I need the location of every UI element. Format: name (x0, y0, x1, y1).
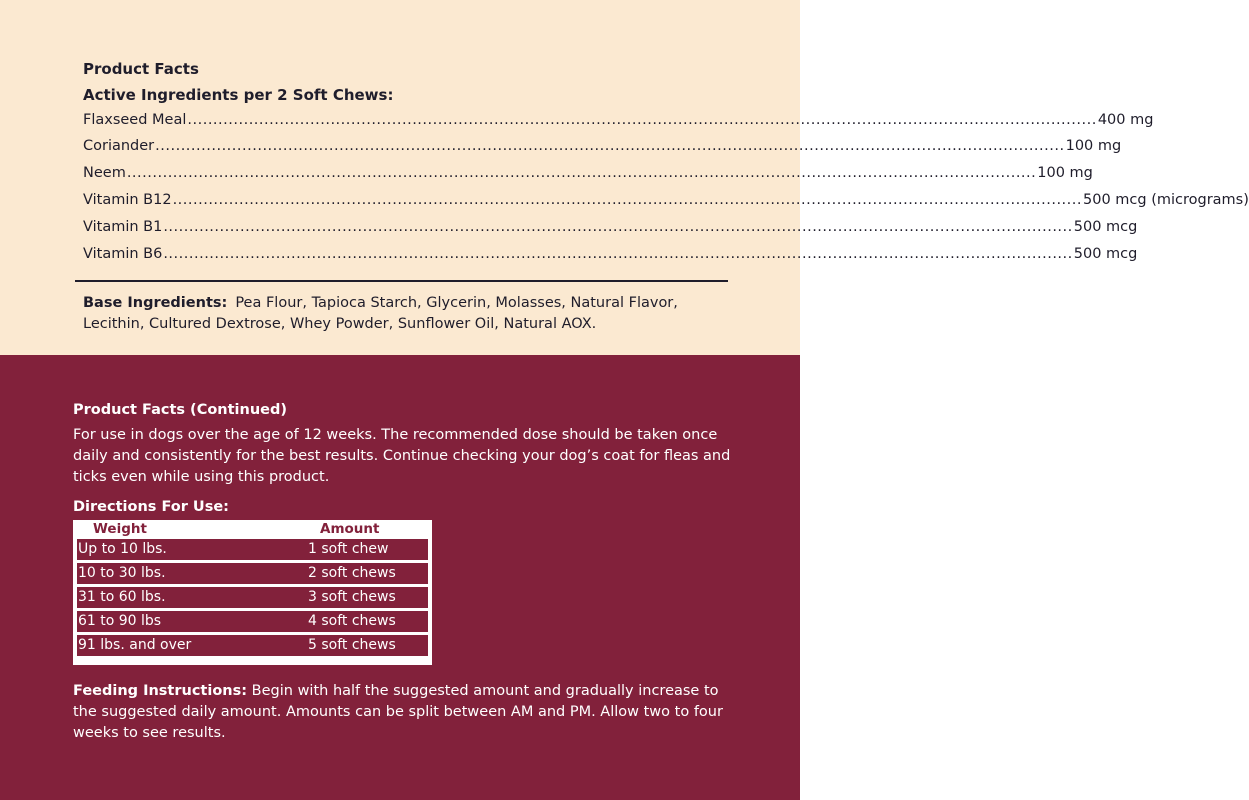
ingredient-name: Vitamin B6 (83, 246, 163, 262)
base-ingredients-text: Pea Flour, Tapioca Starch, Glycerin, Molasses, Natural Flavor, Lecithin, Cultured Dextrose, Whey Powder, Sunflower Oil, Natural AOX. (83, 295, 678, 332)
ingredient-amount: 400 mg (1097, 112, 1154, 128)
amount-cell: 3 soft chews (308, 589, 396, 605)
ingredient-row (83, 112, 1154, 134)
feeding-text: Begin with half the suggested amount and gradually increase to the suggested daily amount. Amounts can be split between AM and PM. Allow two to four weeks to see results. (73, 683, 723, 741)
ingredient-name: Flaxseed Meal (83, 112, 187, 128)
product-facts-section (0, 0, 1249, 355)
directions-table (73, 520, 432, 665)
divider-rule (75, 280, 728, 282)
weight-header: Weight (93, 521, 147, 537)
leader-dots: .................................................................................................................................................................................. (172, 192, 1082, 208)
product-facts-title: Product Facts (83, 60, 199, 78)
product-facts-continued-section (0, 355, 800, 800)
usage-paragraph: For use in dogs over the age of 12 weeks. The recommended dose should be taken once daily and consistently for the best results. Continue checking your dog’s coat for fleas and ticks even while using this product. (73, 427, 731, 485)
weight-cell: 91 lbs. and over (78, 637, 192, 653)
ingredient-amount: 100 mg (1037, 165, 1093, 181)
ingredient-name: Coriander (83, 138, 155, 154)
ingredient-name: Vitamin B12 (83, 192, 172, 208)
leader-dots: .................................................................................................................................................................................. (163, 246, 1073, 262)
table-row (77, 563, 428, 584)
amount-cell: 4 soft chews (308, 613, 396, 629)
amount-cell: 2 soft chews (308, 565, 396, 581)
leader-dots: .................................................................................................................................................................................. (155, 138, 1065, 154)
leader-dots: .................................................................................................................................................................................. (187, 112, 1097, 128)
leader-dots: .................................................................................................................................................................................. (163, 219, 1073, 235)
amount-cell: 5 soft chews (308, 637, 396, 653)
table-row (77, 635, 428, 656)
table-row (77, 587, 428, 608)
active-ingredients-heading: Active Ingredients per 2 Soft Chews: (83, 86, 394, 104)
ingredient-amount: 100 mg (1065, 138, 1122, 154)
ingredient-row (83, 219, 1138, 241)
feeding-instructions (73, 681, 733, 744)
ingredient-name: Neem (83, 165, 126, 181)
amount-header: Amount (320, 521, 380, 537)
table-header (73, 520, 432, 539)
weight-cell: 61 to 90 lbs (78, 613, 162, 629)
leader-dots: .................................................................................................................................................................................. (126, 165, 1037, 181)
ingredient-row (83, 165, 1093, 187)
continued-title: Product Facts (Continued) (73, 402, 288, 418)
feeding-label: Feeding Instructions: (73, 683, 248, 699)
ingredient-amount: 500 mcg (1073, 246, 1138, 262)
ingredient-row (83, 192, 1249, 214)
weight-cell: 10 to 30 lbs. (78, 565, 166, 581)
ingredient-name: Vitamin B1 (83, 219, 163, 235)
base-ingredients (83, 293, 733, 335)
ingredient-row (83, 246, 1138, 268)
weight-cell: Up to 10 lbs. (78, 541, 167, 557)
base-ingredients-label: Base Ingredients: (83, 295, 228, 311)
table-row (77, 611, 428, 632)
ingredient-amount: 500 mcg (micrograms) (1083, 192, 1249, 208)
amount-cell: 1 soft chew (308, 541, 389, 557)
ingredient-row (83, 138, 1122, 160)
weight-cell: 31 to 60 lbs. (78, 589, 166, 605)
table-row (77, 539, 428, 560)
ingredient-amount: 500 mcg (1073, 219, 1138, 235)
directions-title: Directions For Use: (73, 499, 229, 515)
